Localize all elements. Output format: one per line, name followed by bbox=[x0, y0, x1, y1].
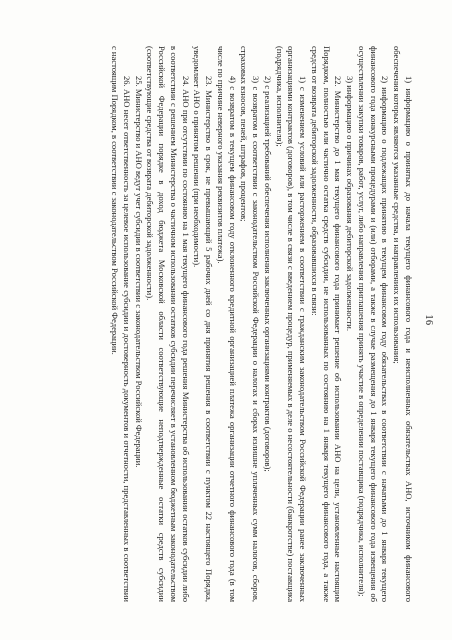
paragraph-clause-22-item-4: 4) с возвратом в текущем финансовом году отклоненного кредитной организацией платежа организации отчетного финансового года (в том числе по причине неверного указания реквизитов платежа). bbox=[216, 46, 238, 602]
paragraph-item-1-information-obligations: 1) информацию о принятых до начала текущего финансового года и неисполненных обязательствах АНО, источником финансового обеспечения которых являются указанные средства, и направлениях их использования; bbox=[392, 46, 414, 602]
paragraph-item-2-information-procurement: 2) информацию о подлежащих принятию в текущем финансовом году обязательствах в соответствии с начатыми до 1 января текущего финансового года конкурсными процедурами и (или) отборами, а также в случае размещения до 1 января текущего финансового года извещения об осуществлении закупки товаров, работ, услуг, либо направления приглашения принять участие в определении поставщика (подрядчика, исполнителя); bbox=[357, 46, 391, 602]
paragraph-clause-22-item-1: 1) с изменением условий или расторжением в соответствии с гражданским законодательством Российской Федерации ранее заключенных организациями контрактов (договоров), в том числе в связи с введением процедур, применяемых в деле о несостоятельности (банкротстве) поставщика (подрядчика, исполнителя); bbox=[274, 46, 309, 602]
paragraph-item-3-information-receivables: 3) информацию о причинах образования дебиторской задолженности. bbox=[345, 76, 356, 332]
paragraph-clause-22-item-3: 3) с возвратом в соответствии с законодательством Российской Федерации о налогах и сборах излишне уплаченных сумм налогов, сборов, страховых взносов, пеней, штрафов, процентов; bbox=[239, 46, 262, 602]
page-number: 16 bbox=[423, 314, 434, 326]
paragraph-clause-25: 25. Министерство и АНО ведут учет субсидии в соответствии с законодательством Российской Федерации. bbox=[133, 76, 144, 468]
body-text bbox=[109, 46, 415, 602]
paragraph-clause-22-item-2: 2) с реализацией требований обеспечения исполнения заключенных организациями контрактов (договоров); bbox=[263, 76, 273, 472]
paragraph-clause-26: 26. АНО несет ответственность за целевое использование субсидии и достоверность документов и отчетности, представленных в соответствии с настоящим Порядком, в соответствии с законодательством Российской Федерации. bbox=[110, 46, 132, 602]
paragraph-clause-24: 24. АНО при отсутствии по состоянию на 1 мая текущего финансового года решения Министерства об использовании остатков субсидии либо в соответствии с решением Министерства о частичном использовании остатков субсидии перечисляет в установленном бюджетным законодательством Российской Федерации порядке в доход бюджета Московской области соответствующие неподтвержденные остатки средств субсидии (соответствующие средства от возврата дебиторской задолженности). bbox=[145, 46, 191, 602]
paragraph-clause-22: 22. Министерство до 1 мая текущего финансового года принимает решение об использовании АНО на цели, установленные настоящим Порядком, полностью или частично остатка средств субсидии, не использованных по состоянию на 1 января текущего финансового года, а также средств от возврата дебиторской задолженности, образовавшихся в связи: bbox=[310, 46, 344, 602]
paragraph-clause-23: 23. Министерство в срок, не превышающий 5 рабочих дней со дня принятия решения в соответствии с пунктом 22 настоящего Порядка, уведомляет АНО о принятом решении (при необходимости). bbox=[192, 46, 215, 602]
